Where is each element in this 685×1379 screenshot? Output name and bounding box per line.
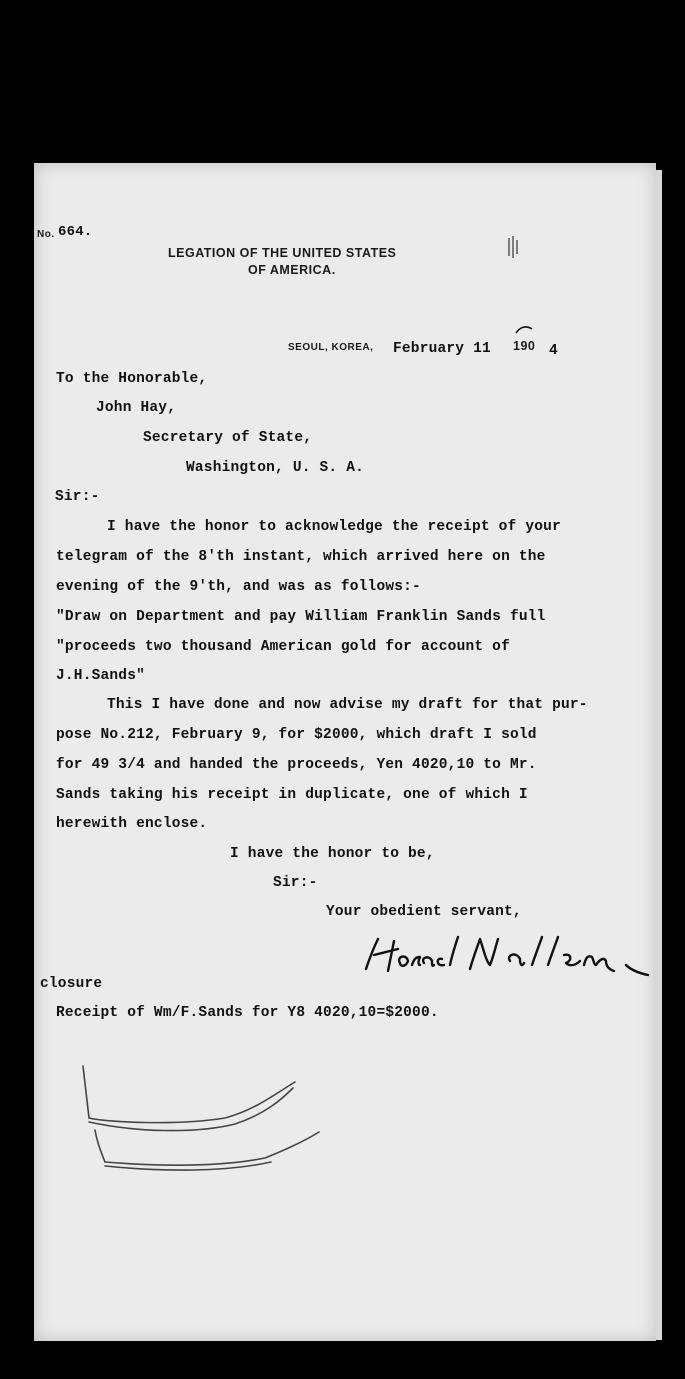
closing-line1: I have the honor to be, (230, 846, 435, 862)
body-line-3: evening of the 9'th, and was as follows:- (56, 579, 421, 595)
dateline-year-prefix: 190 (513, 339, 536, 353)
body-line-1: I have the honor to acknowledge the receipt of your (107, 519, 561, 535)
closing-line3: Your obedient servant, (326, 904, 522, 920)
closing-line2: Sir:- (273, 875, 318, 891)
enclosure-item: Receipt of Wm/F.Sands for Y8 4020,10=$2000. (56, 1005, 439, 1021)
doc-number-prefix: No. (37, 229, 55, 240)
letterhead-line2: OF AMERICA. (248, 263, 336, 277)
body-line-4: "Draw on Department and pay William Franklin Sands full (56, 609, 546, 625)
sheet-edge (656, 170, 662, 1340)
body-line-9: for 49 3/4 and handed the proceeds, Yen 4020,10 to Mr. (56, 757, 537, 773)
body-line-10: Sands taking his receipt in duplicate, one of which I (56, 787, 528, 803)
body-line-5: "proceeds two thousand American gold for account of (56, 639, 510, 655)
salutation: Sir:- (55, 489, 100, 505)
dateline-date: February 11 (393, 341, 491, 357)
body-line-2: telegram of the 8'th instant, which arrived here on the (56, 549, 546, 565)
pen-stroke-mark (514, 325, 534, 335)
pencil-scribble (75, 1062, 335, 1182)
address-line2: John Hay, (96, 400, 177, 416)
dateline-year-suffix: 4 (549, 343, 558, 359)
dateline-place: SEOUL, KOREA, (288, 342, 374, 353)
signature-image (360, 935, 655, 980)
address-line3: Secretary of State, (143, 430, 313, 446)
body-line-8: pose No.212, February 9, for $2000, which draft I sold (56, 727, 537, 743)
address-line4: Washington, U. S. A. (186, 460, 365, 476)
enclosure-heading: closure (40, 976, 103, 992)
address-line1: To the Honorable, (56, 371, 208, 387)
body-line-6: J.H.Sands" (56, 668, 146, 684)
doc-number: 664. (58, 224, 93, 240)
ink-mark (505, 236, 521, 258)
body-line-11: herewith enclose. (56, 816, 208, 832)
letterhead-line1: LEGATION OF THE UNITED STATES (168, 246, 397, 260)
body-line-7: This I have done and now advise my draft for that pur- (107, 697, 588, 713)
